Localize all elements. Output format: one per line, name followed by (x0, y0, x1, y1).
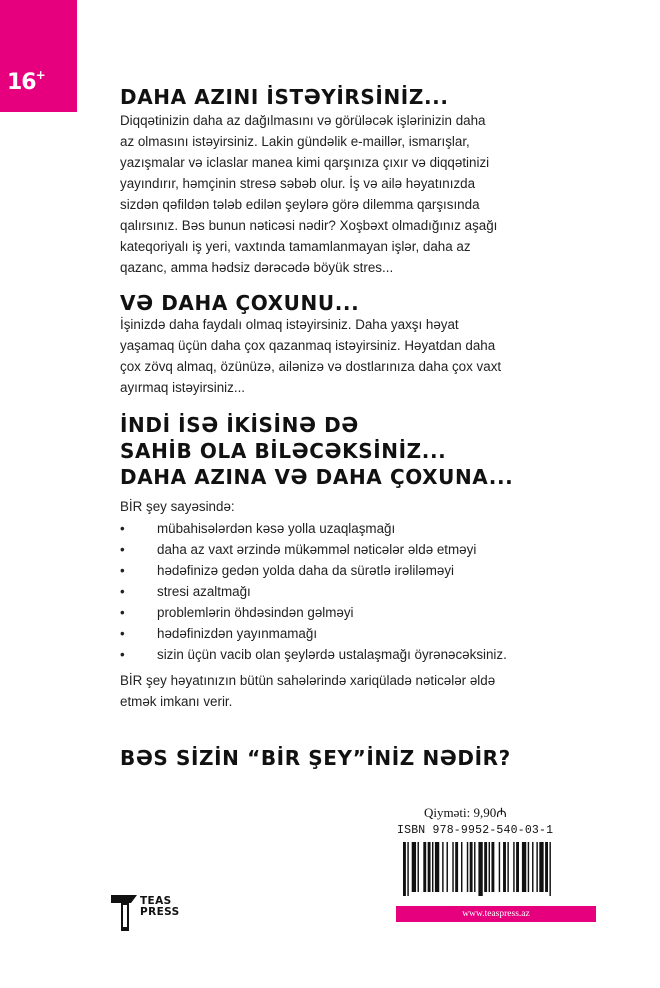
section-1-heading: DAHA AZINI İSTƏYİRSİNİZ... (120, 85, 449, 109)
section-3-heading: İNDİ İSƏ İKİSİNƏ DƏ SAHİB OLA BİLƏCƏKSİNİZ... DAHA AZINA VƏ DAHA ÇOXUNA... (120, 413, 514, 489)
list-item: • hədəfinizə gedən yolda daha da sürətlə irəliləməyi (120, 560, 580, 581)
list-item: • mübahisələrdən kəsə yolla uzaqlaşmağı (120, 518, 580, 539)
section-2-paragraph: İşinizdə daha faydalı olmaq istəyirsiniz. Daha yaxşı həyat yaşamaq üçün daha çox qazanmaq istəyirsiniz. Həyatdan daha çox zövq almaq, özünüzə, ailənizə və dostlarınıza daha çox vaxt ayırmaq istəyirsiniz... (120, 317, 502, 395)
list-item: • hədəfinizdən yayınmamağı (120, 623, 580, 644)
pink-side-bar (0, 0, 77, 112)
list-item: • sizin üçün vacib olan şeylərdə ustalaşmağı öyrənəcəksiniz. (120, 644, 580, 665)
final-question-heading: BƏS SİZİN “BİR ŞEY”İNİZ NƏDİR? (120, 746, 511, 770)
section-2-heading: VƏ DAHA ÇOXUNU... (120, 291, 360, 315)
price-label: Qiyməti: 9,90₼ (424, 805, 507, 820)
publisher-name-line2: PRESS (140, 906, 180, 918)
age-rating-badge: 16+ (7, 68, 45, 95)
list-item: • problemlərin öhdəsindən gəlməyi (120, 602, 580, 623)
benefits-list (120, 518, 580, 665)
publisher-name-line1: TEAS (140, 895, 172, 907)
section-3-intro: BİR şey sayəsində: (120, 499, 235, 514)
website-url[interactable]: www.teaspress.az (396, 906, 596, 922)
section-3-closing: BİR şey həyatınızın bütün sahələrində xariqüladə nəticələr əldə etmək imkanı verir. (120, 673, 496, 709)
list-item: • daha az vaxt ərzində mükəmməl nəticələr əldə etməyi (120, 539, 580, 560)
list-item: • stresi azaltmağı (120, 581, 580, 602)
barcode-icon (401, 842, 591, 896)
section-1-paragraph: Diqqətinizin daha az dağılmasını və görüləcək işlərinizin daha az olmasını istəyirsiniz. Lakin gündəlik e-maillər, ismarışlar, yazışmalar və iclaslar manea kimi qarşınıza çıxır və diqqətinizi yayındırır, həmçinin stresə səbəb olur. İş və ailə həyatınızda sizdən qəfildən tələb edilən şeylərə görə dilemma qarşısında qalırsınız. Bəs bunun nəticəsi nədir? Xoşbəxt olmadığınız aşağı kateqoriyalı iş yeri, vaxtında tamamlanmayan işlər, daha az qazanc, amma hədsiz dərəcədə böyük stres... (120, 113, 498, 275)
isbn-number: ISBN 978-9952-540-03-1 (397, 824, 554, 837)
